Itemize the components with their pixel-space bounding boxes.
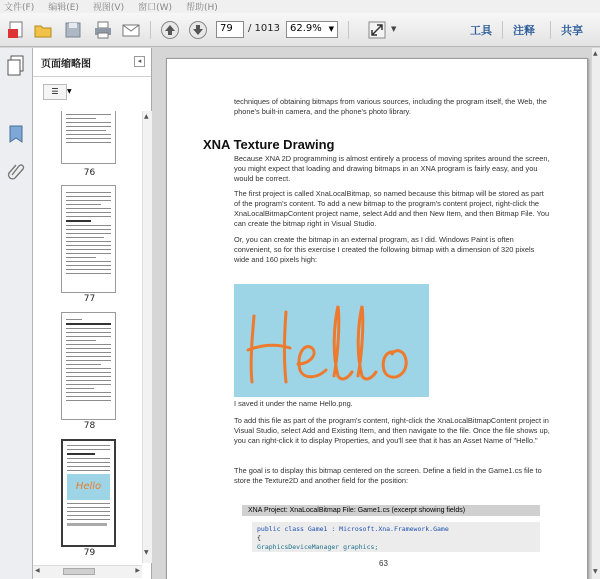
pages-icon: [6, 55, 26, 77]
code-block: [252, 522, 540, 552]
menu-view[interactable]: 视图(V): [92, 3, 125, 13]
bookmarks-tab[interactable]: [7, 124, 25, 148]
menu-file[interactable]: 文件(F): [4, 3, 35, 13]
thumbnail-list: [33, 111, 140, 563]
expand-icon: [367, 20, 387, 40]
horizontal-scrollbar[interactable]: [33, 565, 142, 578]
document-view: [152, 48, 600, 579]
create-pdf-button[interactable]: [6, 19, 28, 41]
page-thumbnail-selected[interactable]: [61, 439, 116, 547]
scroll-left-icon[interactable]: ◀: [35, 567, 40, 574]
menu-help[interactable]: 帮助(H): [186, 3, 218, 13]
arrow-up-icon: [160, 20, 180, 40]
page-thumbnail[interactable]: [61, 111, 116, 164]
attachments-tab[interactable]: [6, 161, 26, 185]
bookmark-icon: [7, 124, 25, 144]
code-caption: XNA Project: XnaLocalBitmap File: Game1.cs (excerpt showing fields): [242, 505, 540, 516]
scroll-up-icon[interactable]: ▲: [144, 113, 149, 120]
toolbar-separator: [150, 21, 151, 39]
scroll-down-icon[interactable]: ▼: [144, 549, 149, 556]
chevron-down-icon[interactable]: ▼: [391, 25, 397, 33]
toolbar: [0, 13, 600, 47]
paperclip-icon: [6, 161, 26, 181]
menu-edit[interactable]: 编辑(E): [48, 3, 79, 13]
thumbnail-label: 77: [83, 294, 96, 304]
menu-window[interactable]: 窗口(W): [138, 3, 173, 13]
comment-button[interactable]: 注释: [513, 24, 535, 37]
section-heading: XNA Texture Drawing: [203, 137, 335, 152]
printer-icon: [93, 20, 113, 40]
options-icon: ☰: [51, 87, 59, 96]
code-line: GraphicsDeviceManager graphics;: [257, 543, 379, 551]
hello-bitmap-image: [234, 284, 429, 397]
document-scrollbar[interactable]: [592, 48, 600, 579]
toolbar-separator: [348, 21, 349, 39]
paragraph: To add this file as part of the program's content, right-click the XnaLocalBitmapContent project in Visual Studio, select Add and Existing Item, and then navigate to the file. Once the file shows up, you can right-click it to display Properties, and you'll see that it has an Asset Name of "Hello.": [234, 416, 550, 445]
toolbar-separator: [502, 21, 503, 39]
next-page-button[interactable]: [187, 19, 209, 41]
previous-page-button[interactable]: [159, 19, 181, 41]
hello-drawing: [234, 284, 429, 397]
panel-title: 页面缩略图: [41, 58, 91, 70]
thumbnail-label: 76: [83, 168, 96, 178]
scroll-down-icon[interactable]: ▼: [593, 568, 598, 575]
code-line: {: [257, 534, 261, 542]
paragraph: I saved it under the name Hello.png.: [234, 399, 353, 408]
scroll-thumb[interactable]: [63, 568, 95, 575]
page-thumbnails-tab[interactable]: [6, 55, 26, 81]
create-pdf-icon: [7, 20, 27, 40]
thumbnail-label: 79: [83, 548, 96, 558]
navigation-strip: [0, 48, 33, 579]
collapse-panel-button[interactable]: ◂: [134, 56, 145, 67]
thumbnail-scrollbar[interactable]: [142, 111, 152, 563]
code-line: public class Game1 : Microsoft.Xna.Framework.Game: [257, 525, 449, 533]
thumbnail-image: Hello: [67, 474, 110, 500]
paragraph: Because XNA 2D programming is almost entirely a process of moving sprites around the screen, you might expect that loading and drawing bitmaps in an XNA program is fairly easy, and you would be correct.: [234, 154, 550, 183]
chevron-down-icon[interactable]: ▼: [67, 88, 72, 95]
menu-bar: [0, 0, 600, 13]
share-button[interactable]: 共享: [561, 24, 583, 37]
page-thumbnail[interactable]: [61, 185, 116, 293]
arrow-down-icon: [188, 20, 208, 40]
email-button[interactable]: [120, 19, 142, 41]
toolbar-separator: [550, 21, 551, 39]
save-icon: [63, 20, 83, 40]
zoom-select[interactable]: [286, 21, 338, 38]
thumbnail-label: 78: [83, 421, 96, 431]
page-thumbnail[interactable]: [61, 312, 116, 420]
fit-window-button[interactable]: [366, 19, 388, 41]
page-number-input[interactable]: 79: [216, 21, 244, 38]
document-page: [166, 58, 588, 579]
print-button[interactable]: [92, 19, 114, 41]
thumbnail-options-button[interactable]: [43, 84, 67, 100]
zoom-value: 62.9%: [290, 23, 322, 34]
paragraph: Or, you can create the bitmap in an external program, as I did. Windows Paint is often convenient, so for this exercise I created the following bitmap with a dimension of 320 pixels wide and 160 pixels high:: [234, 235, 535, 264]
save-button[interactable]: [62, 19, 84, 41]
chevron-down-icon: ▼: [328, 25, 334, 33]
total-pages: / 1013: [248, 23, 280, 34]
panel-header: [33, 48, 151, 77]
tools-button[interactable]: 工具: [470, 24, 492, 37]
paragraph: The first project is called XnaLocalBitmap, so named because this bitmap will be stored as part of the program's content. To add a new bitmap to the program's content project, right-click the XnaLocalBitmapContent project name, select Add and then New Item, and then Bitmap File. You can create the bitmap right in Visual Studio.: [234, 189, 550, 228]
paragraph: The goal is to display this bitmap centered on the screen. Define a field in the Game1.cs file to store the Texture2D and another field for the position:: [234, 466, 542, 485]
open-folder-icon: [33, 20, 53, 40]
open-button[interactable]: [32, 19, 54, 41]
page-number: 63: [379, 559, 388, 568]
mail-icon: [121, 20, 141, 40]
thumbnail-panel: [33, 48, 152, 579]
scroll-right-icon[interactable]: ▶: [135, 567, 140, 574]
scroll-up-icon[interactable]: ▲: [593, 50, 598, 57]
intro-paragraph: techniques of obtaining bitmaps from various sources, including the program itself, the Web, the phone's built-in camera, and the phone's photo library.: [234, 97, 547, 116]
